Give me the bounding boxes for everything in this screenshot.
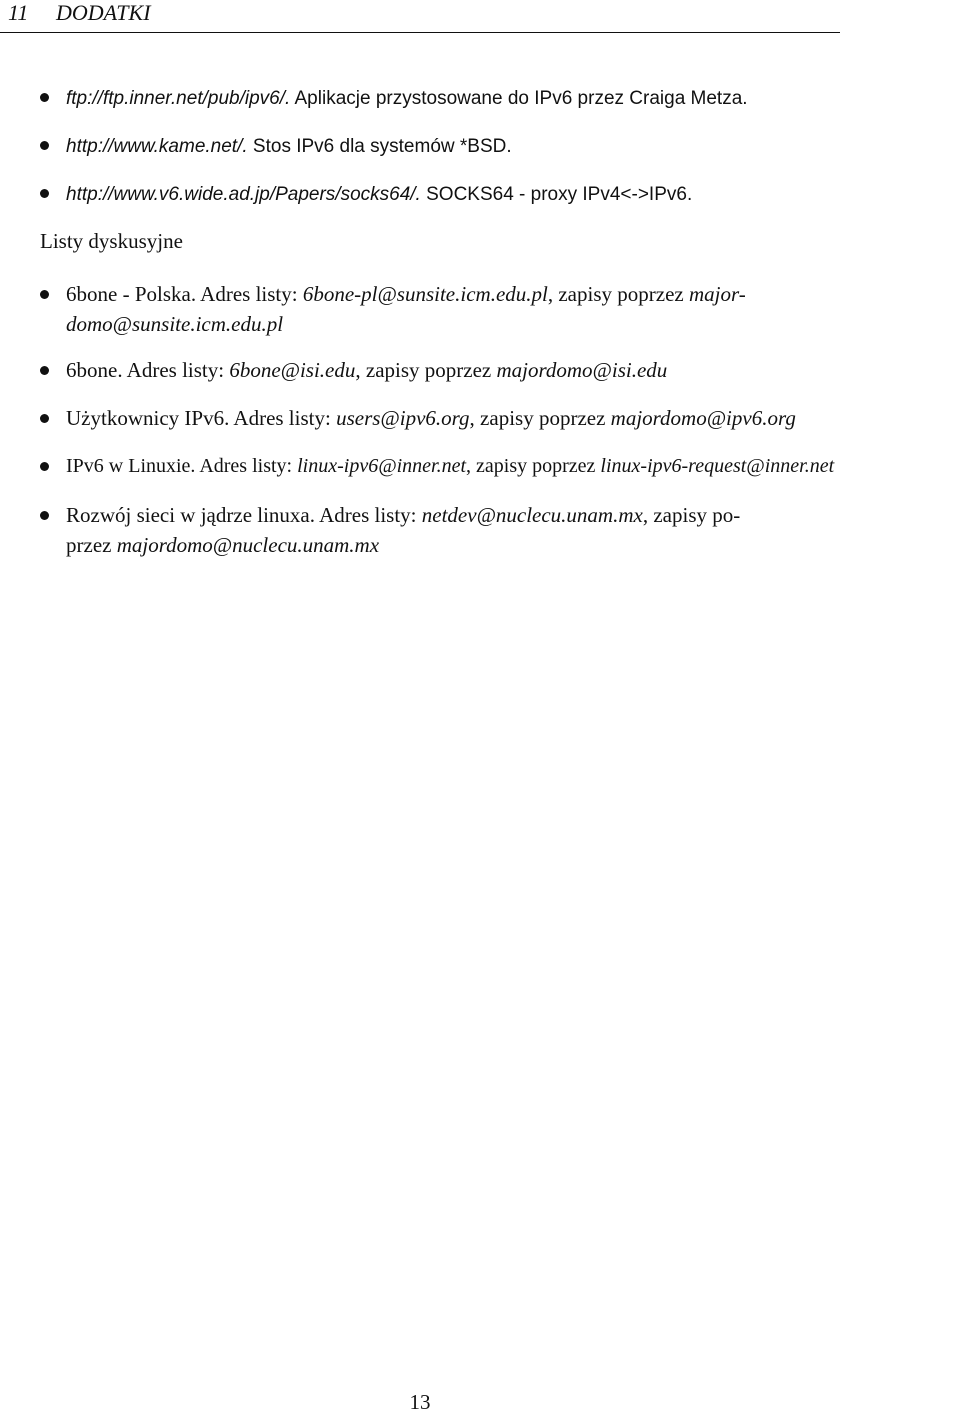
subscribe-address[interactable]: majordomo@ipv6.org [610,406,796,430]
subscribe-address[interactable]: majordomo@nuclecu.unam.mx [116,533,380,557]
list-mid: , zapisy poprzez [355,358,497,382]
list-address[interactable]: users@ipv6.org [336,406,470,430]
list-item [66,403,846,433]
link-url[interactable]: ftp://ftp.inner.net/pub/ipv6/. [66,88,291,109]
page-number: 13 [409,1390,431,1414]
chapter-number: 11 [8,0,29,25]
link-description: SOCKS64 - proxy IPv4<->IPv6. [420,184,693,205]
list-mid: , zapisy poprzez [469,406,611,430]
bullet-icon [40,511,49,520]
list-prefix: Użytkownicy IPv6. Adres listy: [66,406,337,430]
list-prefix: Rozwój sieci w jądrze linuxa. Adres listy: [66,503,422,527]
link-url[interactable]: http://www.kame.net/. [66,136,248,157]
list-item [66,451,956,481]
list-mid: , zapisy poprzez [547,282,689,306]
list-prefix: 6bone. Adres listy: [66,358,230,382]
list-mid: , zapisy po- [642,503,741,527]
list-prefix: IPv6 w Linuxie. Adres listy: [66,455,298,477]
subscribe-address[interactable]: linux-ipv6-request@inner.net [600,455,835,477]
bullet-icon [40,366,49,375]
bullet-icon [40,93,49,102]
list-item [66,82,846,114]
bullet-icon [40,189,49,198]
list-address[interactable]: 6bone-pl@sunsite.icm.edu.pl [302,282,548,306]
list-address[interactable]: 6bone@isi.edu [229,358,356,382]
subscribe-address[interactable]: majordomo@isi.edu [496,358,668,382]
link-description: Stos IPv6 dla systemów *BSD. [247,136,512,157]
link-url[interactable]: http://www.v6.wide.ad.jp/Papers/socks64/. [66,184,421,205]
subscribe-address[interactable]: domo@sunsite.icm.edu.pl [66,312,284,336]
list-mid: , zapisy poprzez [466,455,601,477]
running-header [0,0,840,33]
list-item [66,279,846,339]
list-item [66,178,846,210]
list-item [66,500,846,560]
chapter-title: DODATKI [56,0,151,25]
subscribe-address[interactable]: major- [688,282,746,306]
bullet-icon [40,414,49,423]
list-address[interactable]: linux-ipv6@inner.net [297,455,467,477]
bullet-icon [40,141,49,150]
link-description: Aplikacje przystosowane do IPv6 przez Craiga Metza. [290,88,748,109]
list-address[interactable]: netdev@nuclecu.unam.mx [421,503,643,527]
list-prefix: 6bone - Polska. Adres listy: [66,282,303,306]
list-mid: przez [66,533,117,557]
list-item [66,355,846,385]
section-heading: Listy dyskusyjne [40,229,183,253]
bullet-icon [40,462,49,471]
list-item [66,130,846,162]
bullet-icon [40,290,49,299]
